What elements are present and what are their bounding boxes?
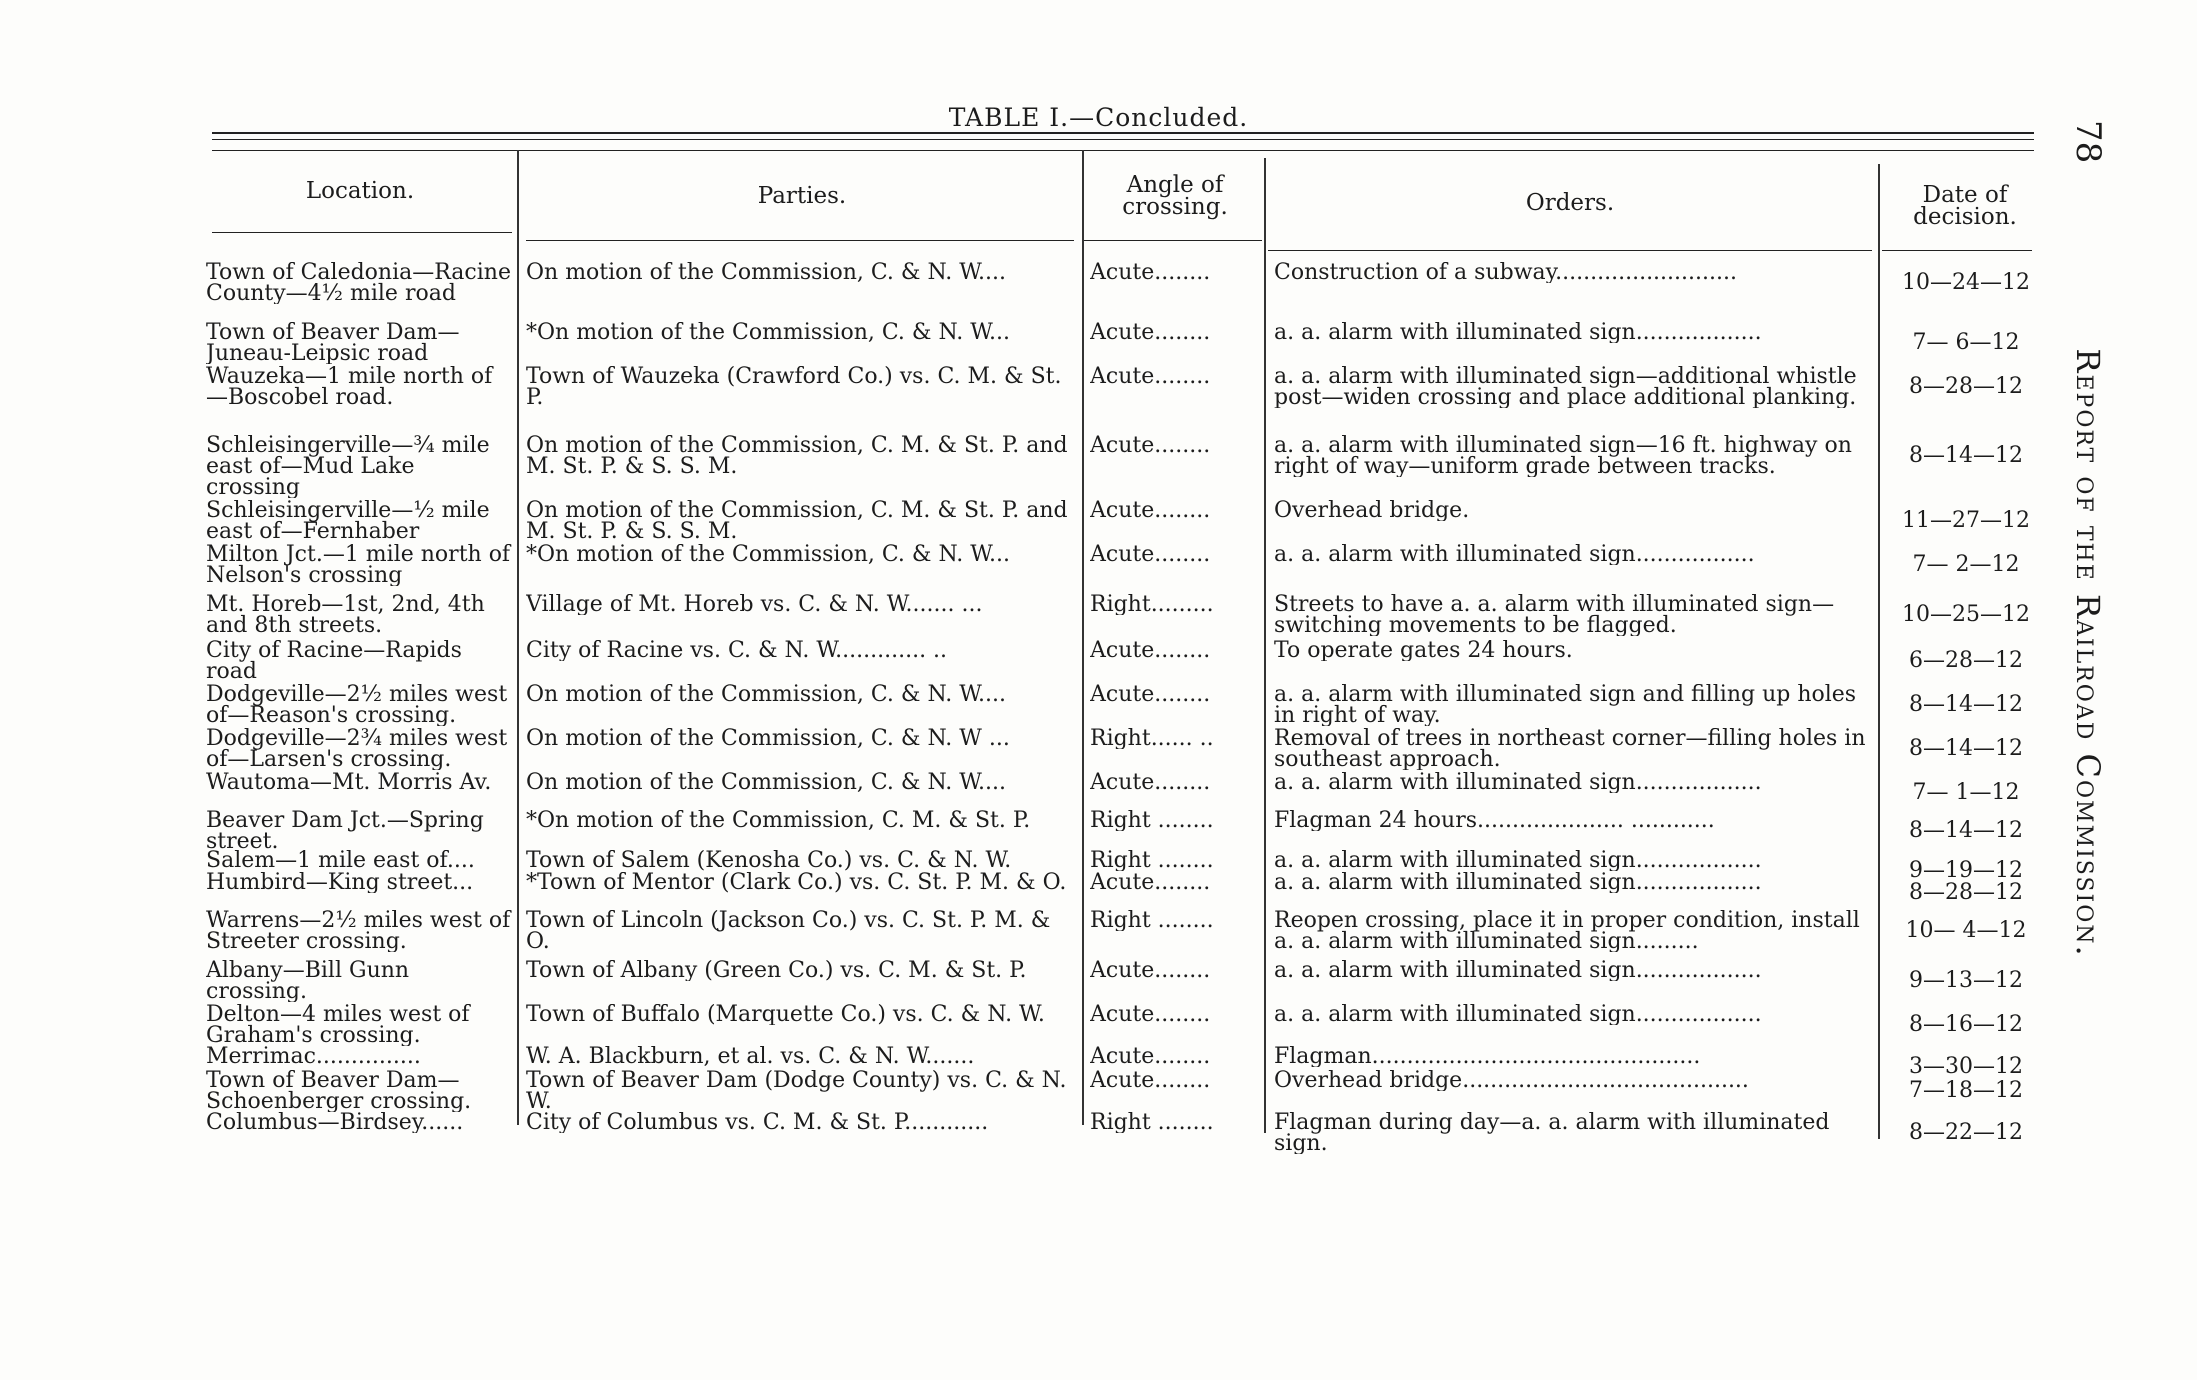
date-cell: 7—18—12 bbox=[1909, 1080, 2023, 1101]
angle-cell: Right ........ bbox=[1090, 910, 1214, 931]
header-parties: Parties. bbox=[757, 183, 847, 209]
date-cell: 10— 4—12 bbox=[1905, 920, 2027, 941]
column-divider bbox=[1264, 158, 1266, 1133]
location-cell: Dodgeville—2½ miles west of—Reason's crossing. bbox=[206, 684, 508, 726]
date-cell: 7— 1—12 bbox=[1912, 782, 2020, 803]
angle-cell: Acute........ bbox=[1090, 960, 1211, 981]
parties-cell: On motion of the Commission, C. & N. W.... bbox=[526, 262, 1007, 283]
angle-cell: Acute........ bbox=[1090, 500, 1211, 521]
location-cell: Dodgeville—2¾ miles west of—Larsen's crossing. bbox=[206, 728, 508, 770]
orders-cell: Construction of a subway.......................... bbox=[1274, 262, 1737, 283]
angle-cell: Acute........ bbox=[1090, 1070, 1211, 1091]
date-cell: 7— 6—12 bbox=[1912, 332, 2020, 353]
angle-cell: Acute........ bbox=[1090, 435, 1211, 456]
orders-cell: a. a. alarm with illuminated sign—16 ft. highway on right of way—uniform grade between tracks. bbox=[1274, 435, 1852, 477]
parties-cell: *Town of Mentor (Clark Co.) vs. C. St. P. M. & O. bbox=[526, 872, 1067, 893]
date-cell: 9—19—12 bbox=[1909, 860, 2023, 881]
orders-cell: a. a. alarm with illuminated sign.................. bbox=[1274, 1004, 1762, 1025]
top-rule-3 bbox=[212, 150, 2034, 151]
location-cell: Columbus—Birdsey...... bbox=[206, 1112, 464, 1133]
orders-cell: Removal of trees in northeast corner—filling holes in southeast approach. bbox=[1274, 728, 1866, 770]
date-cell: 8—28—12 bbox=[1909, 882, 2023, 903]
parties-cell: On motion of the Commission, C. & N. W.... bbox=[526, 684, 1007, 705]
angle-cell: Acute........ bbox=[1090, 640, 1211, 661]
location-cell: Schleisingerville—½ mile east of—Fernhaber bbox=[206, 500, 490, 542]
date-cell: 10—25—12 bbox=[1902, 604, 2030, 625]
parties-cell: *On motion of the Commission, C. & N. W... bbox=[526, 544, 1011, 565]
orders-cell: Flagman 24 hours..................... ............ bbox=[1274, 810, 1715, 831]
angle-cell: Acute........ bbox=[1090, 1046, 1211, 1067]
parties-cell: W. A. Blackburn, et al. vs. C. & N. W....... bbox=[526, 1046, 975, 1067]
parties-cell: City of Racine vs. C. & N. W............. .. bbox=[526, 640, 948, 661]
orders-cell: Flagman............................................... bbox=[1274, 1046, 1701, 1067]
angle-cell: Right ........ bbox=[1090, 810, 1214, 831]
orders-cell: a. a. alarm with illuminated sign.................. bbox=[1274, 960, 1762, 981]
location-cell: Town of Beaver Dam—Juneau-Leipsic road bbox=[206, 322, 460, 364]
date-cell: 6—28—12 bbox=[1909, 650, 2023, 671]
location-cell: Albany—Bill Gunn crossing. bbox=[206, 960, 410, 1002]
running-head: Report of the Railroad Commission. bbox=[2069, 348, 2107, 958]
angle-cell: Acute........ bbox=[1090, 322, 1211, 343]
location-cell: City of Racine—Rapids road bbox=[206, 640, 462, 682]
date-cell: 9—13—12 bbox=[1909, 970, 2023, 991]
angle-cell: Acute........ bbox=[1090, 772, 1211, 793]
header-rule-angle bbox=[1084, 240, 1262, 241]
orders-cell: a. a. alarm with illuminated sign.................. bbox=[1274, 872, 1762, 893]
running-head-margin bbox=[2068, 120, 2108, 1020]
date-cell: 10—24—12 bbox=[1902, 272, 2030, 293]
parties-cell: Town of Salem (Kenosha Co.) vs. C. & N. W. bbox=[526, 850, 1012, 871]
date-cell: 8—14—12 bbox=[1909, 694, 2023, 715]
parties-cell: Village of Mt. Horeb vs. C. & N. W....... ... bbox=[526, 594, 983, 615]
angle-cell: Right...... .. bbox=[1090, 728, 1214, 749]
location-cell: Schleisingerville—¾ mile east of—Mud Lake crossing bbox=[206, 435, 490, 498]
parties-cell: *On motion of the Commission, C. & N. W... bbox=[526, 322, 1011, 343]
header-orders: Orders. bbox=[1525, 190, 1615, 216]
date-cell: 8—16—12 bbox=[1909, 1014, 2023, 1035]
page-number: 78 bbox=[2068, 120, 2108, 164]
table-title: TABLE I.—Concluded. bbox=[948, 103, 1249, 132]
header-date: Date of decision. bbox=[1913, 182, 2017, 230]
angle-cell: Acute........ bbox=[1090, 262, 1211, 283]
orders-cell: Flagman during day—a. a. alarm with illuminated sign. bbox=[1274, 1112, 1830, 1154]
parties-cell: Town of Wauzeka (Crawford Co.) vs. C. M. & St. P. bbox=[526, 366, 1062, 408]
orders-cell: a. a. alarm with illuminated sign................. bbox=[1274, 544, 1755, 565]
orders-cell: a. a. alarm with illuminated sign.................. bbox=[1274, 322, 1762, 343]
angle-cell: Acute........ bbox=[1090, 544, 1211, 565]
orders-cell: To operate gates 24 hours. bbox=[1274, 640, 1573, 661]
header-angle: Angle of crossing. bbox=[1122, 172, 1228, 220]
location-cell: Merrimac............... bbox=[206, 1046, 421, 1067]
parties-cell: City of Columbus vs. C. M. & St. P............ bbox=[526, 1112, 989, 1133]
angle-cell: Right......... bbox=[1090, 594, 1214, 615]
location-cell: Humbird—King street... bbox=[206, 872, 474, 893]
header-rule-date bbox=[1882, 250, 2032, 251]
angle-cell: Right ........ bbox=[1090, 850, 1214, 871]
top-rule-2 bbox=[212, 139, 2034, 140]
parties-cell: On motion of the Commission, C. M. & St. P. and M. St. P. & S. S. M. bbox=[526, 500, 1068, 542]
column-divider bbox=[1878, 164, 1880, 1139]
date-cell: 8—22—12 bbox=[1909, 1122, 2023, 1143]
location-cell: Town of Caledonia—Racine County—4½ mile road bbox=[206, 262, 511, 304]
top-rule bbox=[212, 132, 2034, 134]
location-cell: Warrens—2½ miles west of Streeter crossing. bbox=[206, 910, 511, 952]
location-cell: Salem—1 mile east of.... bbox=[206, 850, 475, 871]
parties-cell: *On motion of the Commission, C. M. & St. P. bbox=[526, 810, 1031, 831]
date-cell: 11—27—12 bbox=[1902, 510, 2030, 531]
date-cell: 8—14—12 bbox=[1909, 738, 2023, 759]
angle-cell: Acute........ bbox=[1090, 366, 1211, 387]
parties-cell: Town of Buffalo (Marquette Co.) vs. C. & N. W. bbox=[526, 1004, 1045, 1025]
header-rule-parties bbox=[526, 240, 1074, 241]
header-rule-orders bbox=[1268, 250, 1872, 251]
orders-cell: a. a. alarm with illuminated sign.................. bbox=[1274, 850, 1762, 871]
location-cell: Town of Beaver Dam—Schoenberger crossing. bbox=[206, 1070, 472, 1112]
parties-cell: On motion of the Commission, C. M. & St. P. and M. St. P. & S. S. M. bbox=[526, 435, 1068, 477]
angle-cell: Right ........ bbox=[1090, 1112, 1214, 1133]
orders-cell: a. a. alarm with illuminated sign and filling up holes in right of way. bbox=[1274, 684, 1857, 726]
parties-cell: On motion of the Commission, C. & N. W ... bbox=[526, 728, 1010, 749]
column-divider bbox=[1082, 150, 1084, 1125]
location-cell: Wautoma—Mt. Morris Av. bbox=[206, 772, 492, 793]
parties-cell: Town of Lincoln (Jackson Co.) vs. C. St. P. M. & O. bbox=[526, 910, 1051, 952]
angle-cell: Acute........ bbox=[1090, 1004, 1211, 1025]
orders-cell: a. a. alarm with illuminated sign.................. bbox=[1274, 772, 1762, 793]
orders-cell: Overhead bridge......................................... bbox=[1274, 1070, 1749, 1091]
location-cell: Beaver Dam Jct.—Spring street. bbox=[206, 810, 484, 852]
location-cell: Delton—4 miles west of Graham's crossing. bbox=[206, 1004, 470, 1046]
date-cell: 3—30—12 bbox=[1909, 1056, 2023, 1077]
parties-cell: On motion of the Commission, C. & N. W.... bbox=[526, 772, 1007, 793]
location-cell: Wauzeka—1 mile north of —Boscobel road. bbox=[206, 366, 493, 408]
header-location: Location. bbox=[305, 178, 415, 204]
orders-cell: Streets to have a. a. alarm with illuminated sign—switching movements to be flagged. bbox=[1274, 594, 1835, 636]
date-cell: 7— 2—12 bbox=[1912, 554, 2020, 575]
date-cell: 8—28—12 bbox=[1909, 376, 2023, 397]
angle-cell: Acute........ bbox=[1090, 684, 1211, 705]
parties-cell: Town of Albany (Green Co.) vs. C. M. & St. P. bbox=[526, 960, 1027, 981]
location-cell: Milton Jct.—1 mile north of Nelson's crossing bbox=[206, 544, 511, 586]
header-rule-location bbox=[212, 232, 512, 233]
orders-cell: Reopen crossing, place it in proper condition, install a. a. alarm with illuminated sign......... bbox=[1274, 910, 1860, 952]
location-cell: Mt. Horeb—1st, 2nd, 4th and 8th streets. bbox=[206, 594, 485, 636]
column-divider bbox=[517, 150, 519, 1125]
orders-cell: a. a. alarm with illuminated sign—additional whistle post—widen crossing and place additional planking. bbox=[1274, 366, 1857, 408]
parties-cell: Town of Beaver Dam (Dodge County) vs. C. & N. W. bbox=[526, 1070, 1067, 1112]
angle-cell: Acute........ bbox=[1090, 872, 1211, 893]
date-cell: 8—14—12 bbox=[1909, 820, 2023, 841]
date-cell: 8—14—12 bbox=[1909, 445, 2023, 466]
orders-cell: Overhead bridge. bbox=[1274, 500, 1470, 521]
